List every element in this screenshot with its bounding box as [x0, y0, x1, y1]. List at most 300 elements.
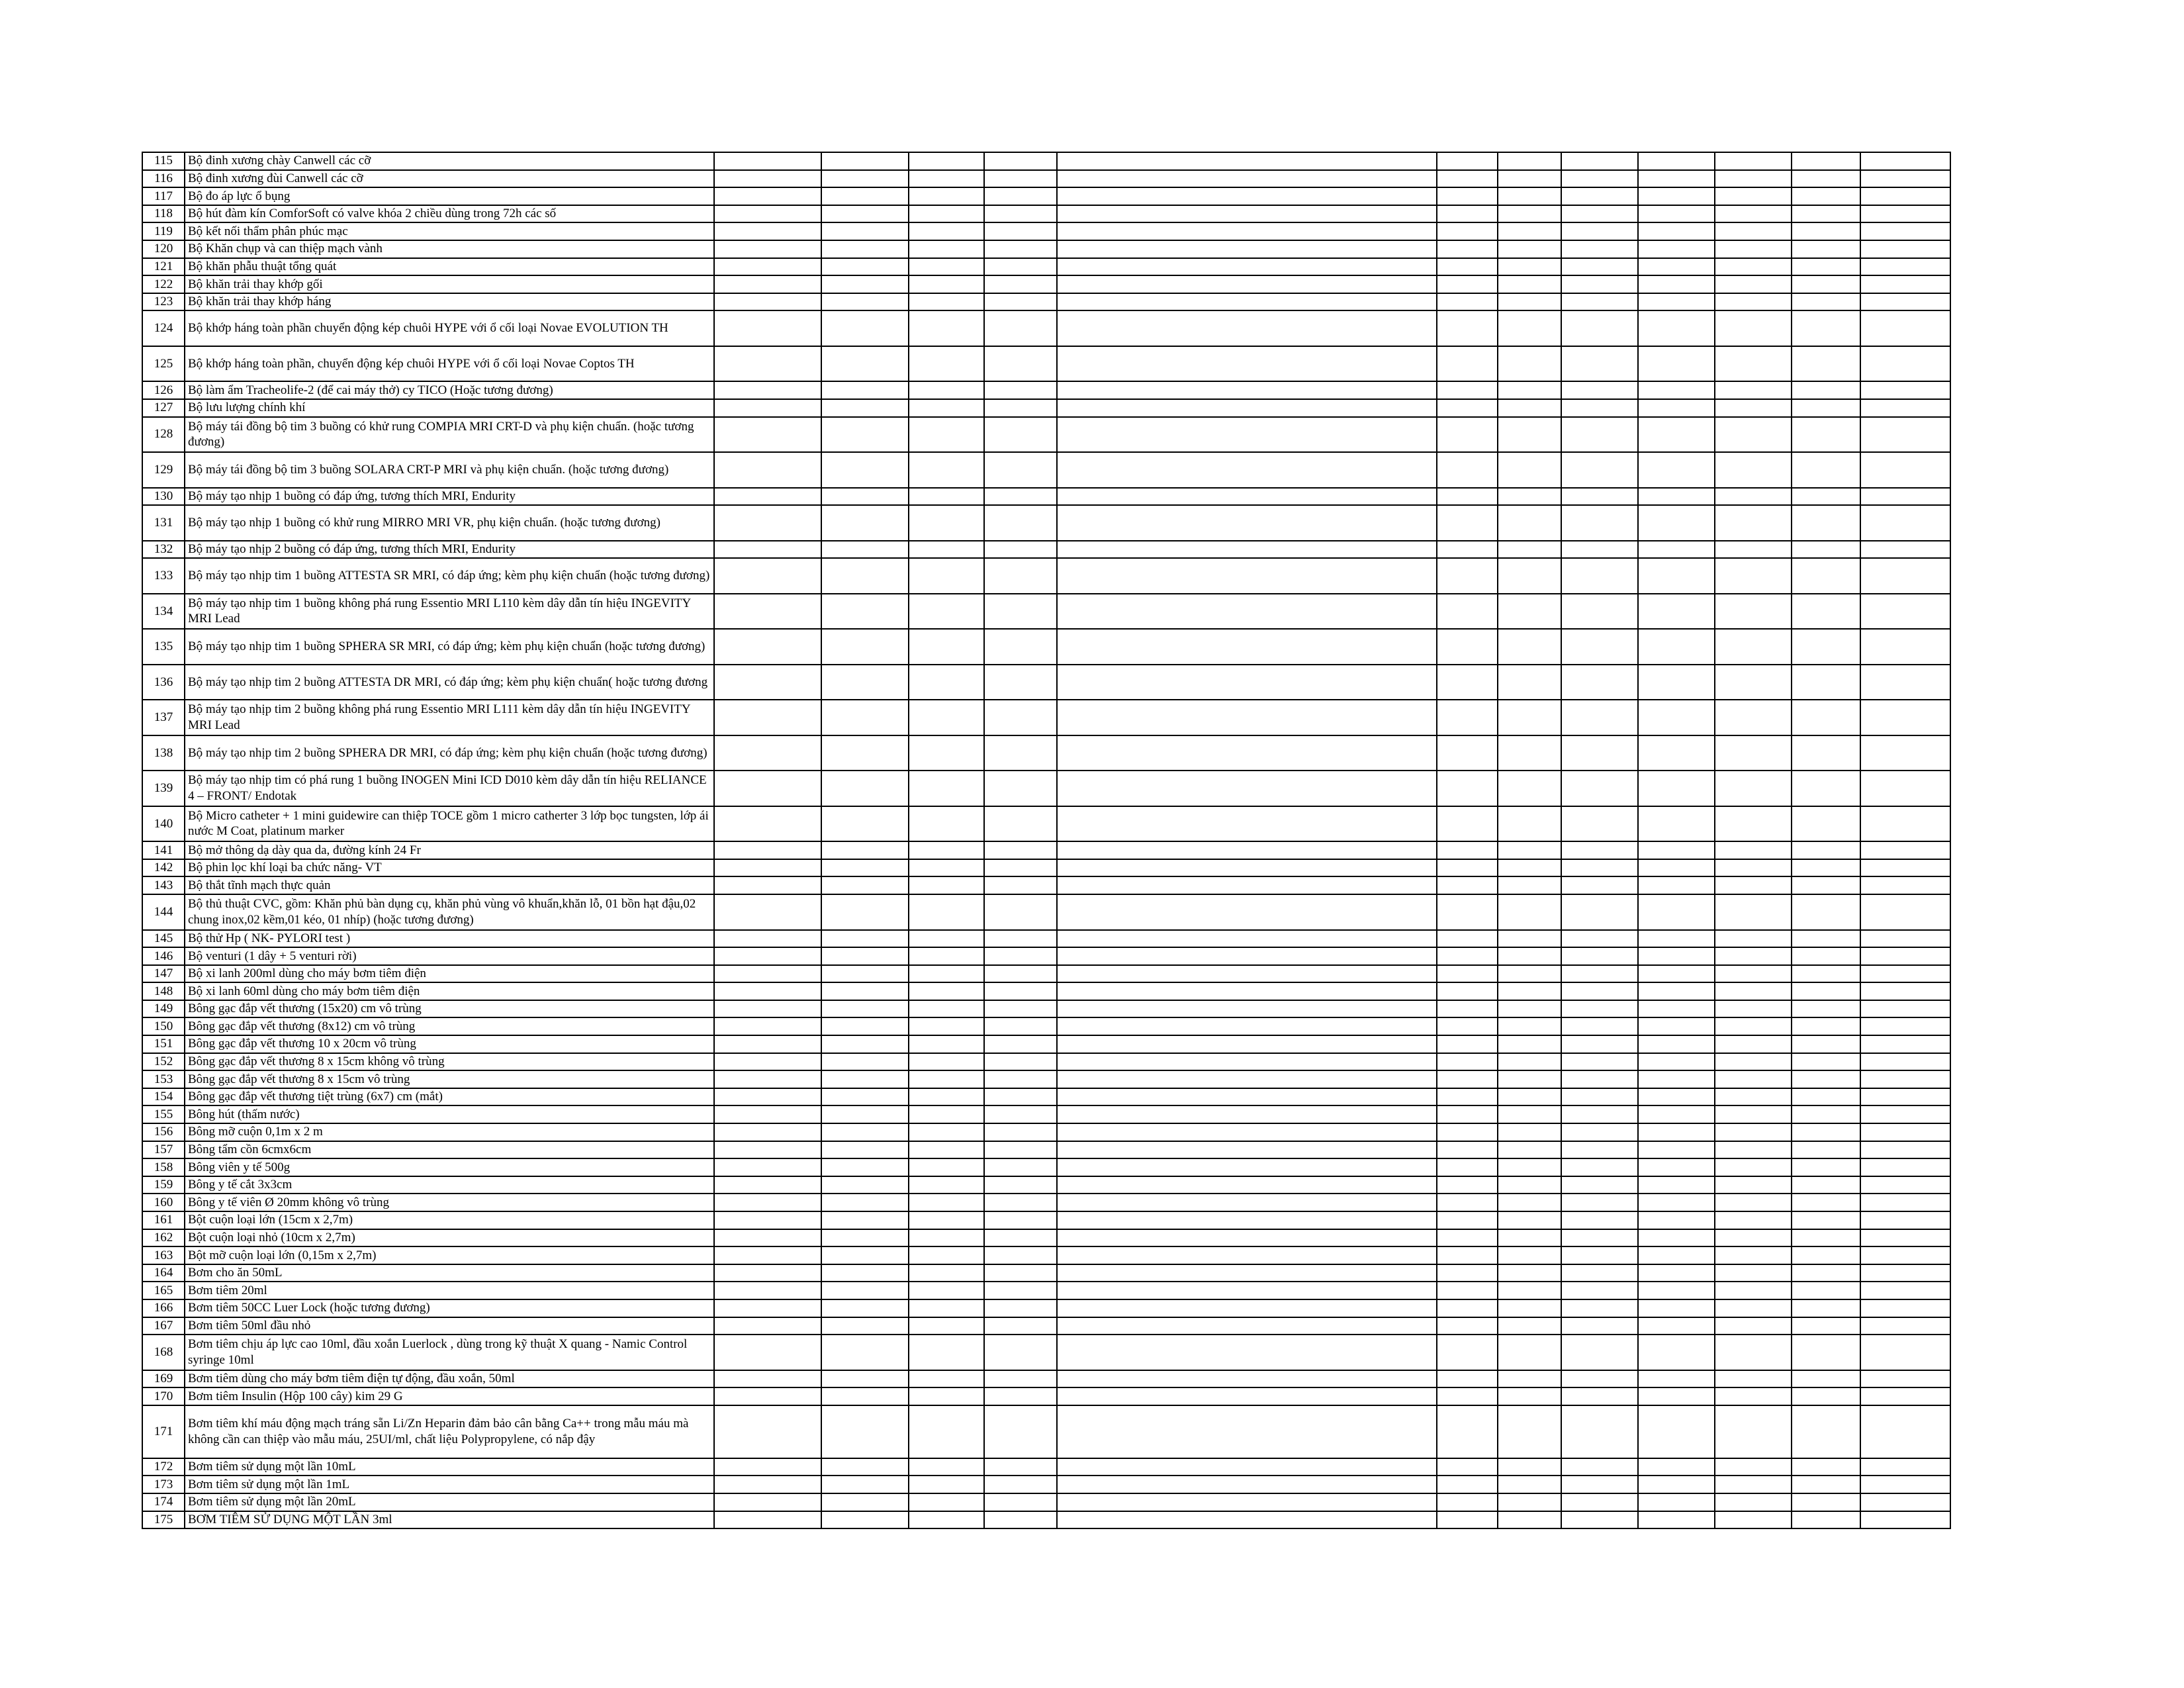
- item-name: Bộ máy tạo nhịp tim 1 buồng SPHERA SR MRI, có đáp ứng; kèm phụ kiện chuẩn (hoặc tương đương): [185, 629, 714, 665]
- empty-cell: [1561, 1158, 1638, 1176]
- item-name: Bộ máy tái đồng bộ tim 3 buồng SOLARA CRT-P MRI và phụ kiện chuẩn. (hoặc tương đương): [185, 452, 714, 488]
- empty-cell: [984, 1387, 1057, 1405]
- empty-cell: [1860, 700, 1950, 735]
- table-row: [142, 275, 1950, 293]
- empty-cell: [1792, 258, 1860, 276]
- empty-cell: [1437, 505, 1498, 541]
- empty-cell: [1057, 488, 1437, 506]
- empty-cell: [1715, 505, 1792, 541]
- empty-cell: [1437, 1105, 1498, 1123]
- empty-cell: [1561, 152, 1638, 170]
- row-number: 151: [142, 1035, 185, 1053]
- empty-cell: [1561, 258, 1638, 276]
- empty-cell: [1715, 1335, 1792, 1370]
- empty-cell: [1638, 488, 1715, 506]
- empty-cell: [1057, 258, 1437, 276]
- empty-cell: [1860, 222, 1950, 240]
- empty-cell: [1638, 894, 1715, 930]
- table-row: [142, 417, 1950, 453]
- item-name: Bơm tiêm sử dụng một lần 1mL: [185, 1476, 714, 1493]
- empty-cell: [1498, 1070, 1561, 1088]
- empty-cell: [1561, 1123, 1638, 1141]
- table-row: [142, 1317, 1950, 1335]
- table-row: [142, 771, 1950, 806]
- empty-cell: [909, 1123, 984, 1141]
- empty-cell: [1437, 1070, 1498, 1088]
- empty-cell: [909, 1158, 984, 1176]
- empty-cell: [1860, 1511, 1950, 1529]
- empty-cell: [714, 558, 821, 594]
- empty-cell: [714, 1070, 821, 1088]
- empty-cell: [714, 1053, 821, 1071]
- empty-cell: [1498, 1017, 1561, 1035]
- empty-cell: [1498, 1211, 1561, 1229]
- empty-cell: [1437, 859, 1498, 877]
- empty-cell: [909, 240, 984, 258]
- row-number: 143: [142, 876, 185, 894]
- empty-cell: [1638, 1299, 1715, 1317]
- empty-cell: [1057, 1493, 1437, 1511]
- empty-cell: [909, 1264, 984, 1282]
- empty-cell: [909, 1317, 984, 1335]
- item-name: Bộ đo áp lực ổ bụng: [185, 187, 714, 205]
- empty-cell: [1498, 1194, 1561, 1211]
- empty-cell: [1057, 381, 1437, 399]
- table-row: [142, 982, 1950, 1000]
- empty-cell: [984, 1141, 1057, 1159]
- empty-cell: [1860, 1264, 1950, 1282]
- empty-cell: [1638, 1141, 1715, 1159]
- item-name: Bông gạc đắp vết thương tiệt trùng (6x7) cm (mắt): [185, 1088, 714, 1106]
- empty-cell: [1437, 965, 1498, 983]
- empty-cell: [714, 947, 821, 965]
- empty-cell: [1715, 700, 1792, 735]
- empty-cell: [714, 1105, 821, 1123]
- item-name: Bơm tiêm 50CC Luer Lock (hoặc tương đương): [185, 1299, 714, 1317]
- empty-cell: [1792, 1476, 1860, 1493]
- empty-cell: [1057, 1141, 1437, 1159]
- empty-cell: [1860, 876, 1950, 894]
- empty-cell: [909, 1141, 984, 1159]
- item-name: Bộ máy tạo nhịp 1 buồng có đáp ứng, tương thích MRI, Endurity: [185, 488, 714, 506]
- empty-cell: [821, 1317, 909, 1335]
- empty-cell: [1498, 1246, 1561, 1264]
- empty-cell: [984, 1458, 1057, 1476]
- empty-cell: [1057, 859, 1437, 877]
- table-row: [142, 876, 1950, 894]
- empty-cell: [1792, 982, 1860, 1000]
- empty-cell: [1057, 1017, 1437, 1035]
- empty-cell: [714, 1176, 821, 1194]
- row-number: 136: [142, 665, 185, 700]
- empty-cell: [1715, 1493, 1792, 1511]
- row-number: 121: [142, 258, 185, 276]
- empty-cell: [714, 1282, 821, 1299]
- table-row: [142, 1158, 1950, 1176]
- empty-cell: [909, 399, 984, 417]
- empty-cell: [714, 310, 821, 346]
- table-row: [142, 452, 1950, 488]
- empty-cell: [1860, 1088, 1950, 1106]
- empty-cell: [1792, 275, 1860, 293]
- empty-cell: [1057, 1264, 1437, 1282]
- empty-cell: [909, 275, 984, 293]
- empty-cell: [1715, 594, 1792, 630]
- empty-cell: [714, 222, 821, 240]
- empty-cell: [984, 1176, 1057, 1194]
- empty-cell: [984, 1335, 1057, 1370]
- item-name: Bộ khăn phẫu thuật tổng quát: [185, 258, 714, 276]
- table-row: [142, 1299, 1950, 1317]
- row-number: 119: [142, 222, 185, 240]
- item-name: Bộ mở thông dạ dày qua da, đường kính 24 Fr: [185, 841, 714, 859]
- empty-cell: [1638, 399, 1715, 417]
- empty-cell: [1498, 1158, 1561, 1176]
- table-row: [142, 1511, 1950, 1529]
- empty-cell: [1498, 1176, 1561, 1194]
- empty-cell: [1437, 1246, 1498, 1264]
- empty-cell: [1638, 541, 1715, 559]
- empty-cell: [821, 399, 909, 417]
- empty-cell: [714, 859, 821, 877]
- empty-cell: [714, 876, 821, 894]
- item-name: Bộ kết nối thẩm phân phúc mạc: [185, 222, 714, 240]
- empty-cell: [821, 1246, 909, 1264]
- empty-cell: [1715, 541, 1792, 559]
- row-number: 117: [142, 187, 185, 205]
- empty-cell: [1437, 240, 1498, 258]
- item-name: Bộ xi lanh 200ml dùng cho máy bơm tiêm điện: [185, 965, 714, 983]
- empty-cell: [821, 205, 909, 223]
- empty-cell: [714, 1211, 821, 1229]
- empty-cell: [1638, 1105, 1715, 1123]
- empty-cell: [1561, 1088, 1638, 1106]
- empty-cell: [1638, 1053, 1715, 1071]
- item-name: Bộ làm ẩm Tracheolife-2 (để cai máy thở) cy TICO (Hoặc tương đương): [185, 381, 714, 399]
- empty-cell: [984, 1088, 1057, 1106]
- empty-cell: [984, 1211, 1057, 1229]
- empty-cell: [909, 1105, 984, 1123]
- empty-cell: [1638, 1158, 1715, 1176]
- empty-cell: [909, 381, 984, 399]
- empty-cell: [909, 187, 984, 205]
- empty-cell: [1860, 735, 1950, 771]
- empty-cell: [714, 1317, 821, 1335]
- table-row: [142, 1123, 1950, 1141]
- row-number: 152: [142, 1053, 185, 1071]
- empty-cell: [821, 1511, 909, 1529]
- empty-cell: [1792, 1105, 1860, 1123]
- row-number: 131: [142, 505, 185, 541]
- empty-cell: [1561, 381, 1638, 399]
- row-number: 168: [142, 1335, 185, 1370]
- row-number: 167: [142, 1317, 185, 1335]
- empty-cell: [1498, 488, 1561, 506]
- item-name: Bông tẩm cồn 6cmx6cm: [185, 1141, 714, 1159]
- empty-cell: [714, 1123, 821, 1141]
- empty-cell: [1057, 1070, 1437, 1088]
- empty-cell: [909, 771, 984, 806]
- row-number: 144: [142, 894, 185, 930]
- row-number: 171: [142, 1405, 185, 1458]
- empty-cell: [1498, 346, 1561, 382]
- empty-cell: [1437, 152, 1498, 170]
- empty-cell: [1792, 1194, 1860, 1211]
- table-row: [142, 310, 1950, 346]
- empty-cell: [1860, 841, 1950, 859]
- empty-cell: [1057, 399, 1437, 417]
- item-name: Bông hút (thấm nước): [185, 1105, 714, 1123]
- empty-cell: [1715, 187, 1792, 205]
- empty-cell: [1638, 187, 1715, 205]
- item-name: Bông gạc đắp vết thương 8 x 15cm vô trùng: [185, 1070, 714, 1088]
- empty-cell: [1860, 170, 1950, 188]
- empty-cell: [821, 982, 909, 1000]
- empty-cell: [909, 1194, 984, 1211]
- table-row: [142, 930, 1950, 948]
- empty-cell: [1638, 1370, 1715, 1388]
- empty-cell: [1437, 205, 1498, 223]
- item-name: Bộ phin lọc khí loại ba chức năng- VT: [185, 859, 714, 877]
- empty-cell: [1561, 700, 1638, 735]
- empty-cell: [984, 700, 1057, 735]
- empty-cell: [909, 170, 984, 188]
- empty-cell: [1638, 594, 1715, 630]
- empty-cell: [1860, 1387, 1950, 1405]
- empty-cell: [1715, 947, 1792, 965]
- row-number: 161: [142, 1211, 185, 1229]
- item-name: Bơm tiêm chịu áp lực cao 10ml, đầu xoắn Luerlock , dùng trong kỹ thuật X quang - Namic Control syringe 10ml: [185, 1335, 714, 1370]
- empty-cell: [1057, 965, 1437, 983]
- empty-cell: [1715, 629, 1792, 665]
- empty-cell: [1561, 982, 1638, 1000]
- empty-cell: [1437, 1194, 1498, 1211]
- empty-cell: [984, 594, 1057, 630]
- empty-cell: [714, 381, 821, 399]
- row-number: 138: [142, 735, 185, 771]
- table-row: [142, 894, 1950, 930]
- empty-cell: [1715, 894, 1792, 930]
- empty-cell: [1715, 1158, 1792, 1176]
- empty-cell: [821, 965, 909, 983]
- empty-cell: [1860, 381, 1950, 399]
- table-row: [142, 222, 1950, 240]
- empty-cell: [1498, 1387, 1561, 1405]
- empty-cell: [1437, 1405, 1498, 1458]
- item-name: Bộ máy tạo nhịp tim 1 buồng ATTESTA SR MRI, có đáp ứng; kèm phụ kiện chuẩn (hoặc tương đương): [185, 558, 714, 594]
- empty-cell: [1437, 1211, 1498, 1229]
- empty-cell: [1715, 1246, 1792, 1264]
- empty-cell: [1498, 1035, 1561, 1053]
- table-row: [142, 947, 1950, 965]
- empty-cell: [1638, 1405, 1715, 1458]
- empty-cell: [984, 417, 1057, 453]
- empty-cell: [1792, 1017, 1860, 1035]
- empty-cell: [909, 488, 984, 506]
- empty-cell: [1057, 947, 1437, 965]
- empty-cell: [1057, 930, 1437, 948]
- empty-cell: [984, 1070, 1057, 1088]
- empty-cell: [1638, 1000, 1715, 1018]
- empty-cell: [1437, 452, 1498, 488]
- empty-cell: [1561, 1370, 1638, 1388]
- empty-cell: [1561, 505, 1638, 541]
- row-number: 137: [142, 700, 185, 735]
- empty-cell: [1437, 665, 1498, 700]
- empty-cell: [714, 1000, 821, 1018]
- empty-cell: [909, 452, 984, 488]
- empty-cell: [984, 293, 1057, 311]
- empty-cell: [1498, 1229, 1561, 1247]
- empty-cell: [821, 1229, 909, 1247]
- empty-cell: [1561, 894, 1638, 930]
- table-row: [142, 399, 1950, 417]
- item-name: Bộ lưu lượng chính khí: [185, 399, 714, 417]
- empty-cell: [714, 170, 821, 188]
- empty-cell: [1057, 1194, 1437, 1211]
- empty-cell: [1561, 1387, 1638, 1405]
- empty-cell: [1860, 1194, 1950, 1211]
- item-name: Bơm tiêm 20ml: [185, 1282, 714, 1299]
- empty-cell: [1437, 947, 1498, 965]
- empty-cell: [984, 1053, 1057, 1071]
- empty-cell: [821, 735, 909, 771]
- row-number: 156: [142, 1123, 185, 1141]
- empty-cell: [1860, 1493, 1950, 1511]
- empty-cell: [1638, 1511, 1715, 1529]
- table-row: [142, 1458, 1950, 1476]
- empty-cell: [714, 346, 821, 382]
- empty-cell: [821, 1335, 909, 1370]
- table-row: [142, 629, 1950, 665]
- empty-cell: [1437, 275, 1498, 293]
- empty-cell: [1860, 258, 1950, 276]
- empty-cell: [1561, 1299, 1638, 1317]
- empty-cell: [1057, 806, 1437, 842]
- empty-cell: [821, 1017, 909, 1035]
- empty-cell: [714, 629, 821, 665]
- empty-cell: [909, 152, 984, 170]
- empty-cell: [821, 240, 909, 258]
- empty-cell: [1561, 1476, 1638, 1493]
- empty-cell: [909, 1000, 984, 1018]
- empty-cell: [1860, 1246, 1950, 1264]
- empty-cell: [1638, 1176, 1715, 1194]
- empty-cell: [984, 1000, 1057, 1018]
- empty-cell: [1057, 240, 1437, 258]
- table-row: [142, 1000, 1950, 1018]
- empty-cell: [1638, 1387, 1715, 1405]
- empty-cell: [714, 1458, 821, 1476]
- empty-cell: [1715, 1229, 1792, 1247]
- empty-cell: [1498, 735, 1561, 771]
- empty-cell: [1860, 771, 1950, 806]
- row-number: 140: [142, 806, 185, 842]
- empty-cell: [714, 806, 821, 842]
- empty-cell: [1715, 1194, 1792, 1211]
- empty-cell: [1715, 1458, 1792, 1476]
- empty-cell: [1437, 894, 1498, 930]
- empty-cell: [1715, 806, 1792, 842]
- empty-cell: [821, 187, 909, 205]
- row-number: 132: [142, 541, 185, 559]
- empty-cell: [1715, 982, 1792, 1000]
- empty-cell: [1860, 1229, 1950, 1247]
- empty-cell: [714, 452, 821, 488]
- empty-cell: [1437, 930, 1498, 948]
- empty-cell: [1638, 505, 1715, 541]
- empty-cell: [1057, 894, 1437, 930]
- empty-cell: [1860, 1000, 1950, 1018]
- empty-cell: [821, 1035, 909, 1053]
- empty-cell: [1561, 170, 1638, 188]
- empty-cell: [821, 594, 909, 630]
- empty-cell: [1437, 1035, 1498, 1053]
- empty-cell: [1498, 806, 1561, 842]
- empty-cell: [821, 930, 909, 948]
- empty-cell: [1498, 629, 1561, 665]
- empty-cell: [984, 541, 1057, 559]
- empty-cell: [1792, 735, 1860, 771]
- empty-cell: [1437, 771, 1498, 806]
- empty-cell: [1437, 170, 1498, 188]
- empty-cell: [909, 594, 984, 630]
- table-row: [142, 541, 1950, 559]
- empty-cell: [1715, 1370, 1792, 1388]
- empty-cell: [1792, 1405, 1860, 1458]
- table-row: [142, 1264, 1950, 1282]
- empty-cell: [1057, 1511, 1437, 1529]
- empty-cell: [714, 665, 821, 700]
- empty-cell: [1792, 417, 1860, 453]
- row-number: 165: [142, 1282, 185, 1299]
- row-number: 148: [142, 982, 185, 1000]
- empty-cell: [1638, 258, 1715, 276]
- empty-cell: [714, 1370, 821, 1388]
- empty-cell: [714, 841, 821, 859]
- empty-cell: [1792, 381, 1860, 399]
- empty-cell: [984, 152, 1057, 170]
- empty-cell: [1715, 1211, 1792, 1229]
- empty-cell: [1561, 771, 1638, 806]
- empty-cell: [984, 1476, 1057, 1493]
- empty-cell: [1561, 293, 1638, 311]
- empty-cell: [1437, 594, 1498, 630]
- empty-cell: [1860, 1105, 1950, 1123]
- empty-cell: [821, 1476, 909, 1493]
- empty-cell: [984, 1194, 1057, 1211]
- table-row: [142, 859, 1950, 877]
- empty-cell: [1498, 152, 1561, 170]
- empty-cell: [1792, 1387, 1860, 1405]
- item-name: Bộ khăn trải thay khớp háng: [185, 293, 714, 311]
- table-row: [142, 558, 1950, 594]
- empty-cell: [909, 310, 984, 346]
- empty-cell: [1437, 700, 1498, 735]
- empty-cell: [1638, 1458, 1715, 1476]
- item-name: Bộ Khăn chụp và can thiệp mạch vành: [185, 240, 714, 258]
- empty-cell: [1561, 1053, 1638, 1071]
- empty-cell: [1057, 1035, 1437, 1053]
- empty-cell: [1561, 735, 1638, 771]
- empty-cell: [1498, 859, 1561, 877]
- empty-cell: [1498, 1000, 1561, 1018]
- empty-cell: [1561, 1017, 1638, 1035]
- empty-cell: [1057, 346, 1437, 382]
- item-name: Bơm tiêm Insulin (Hộp 100 cây) kim 29 G: [185, 1387, 714, 1405]
- item-name: Bột cuộn loại nhỏ (10cm x 2,7m): [185, 1229, 714, 1247]
- empty-cell: [1437, 222, 1498, 240]
